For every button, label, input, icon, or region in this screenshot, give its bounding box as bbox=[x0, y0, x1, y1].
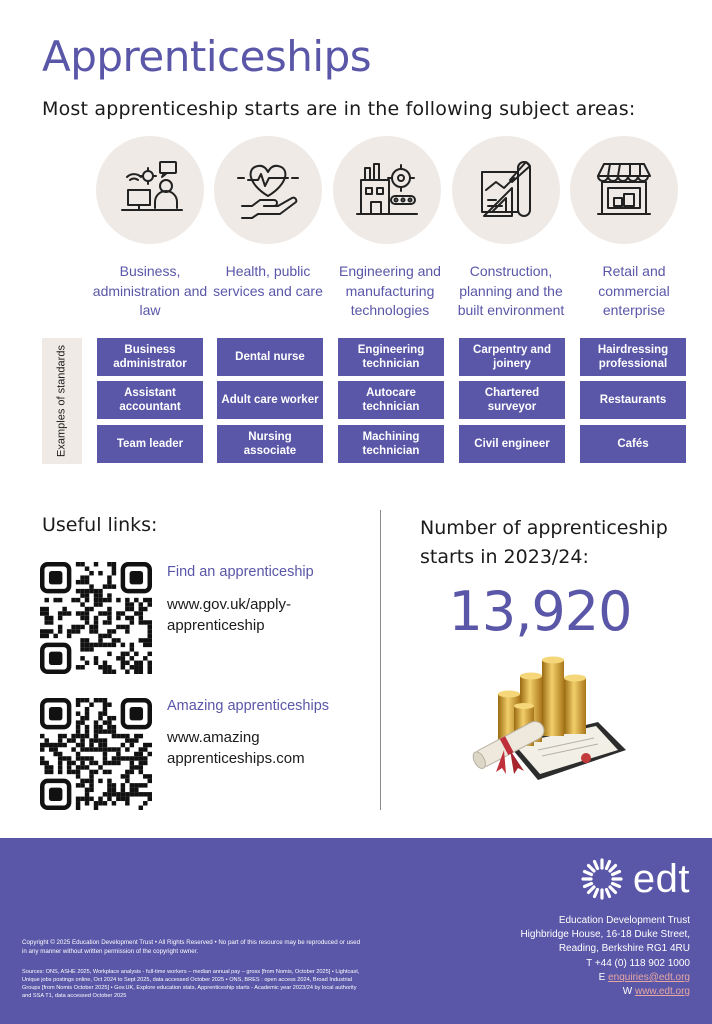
web-prefix: W bbox=[622, 986, 635, 998]
qr-code-amazing-apprenticeships[interactable] bbox=[40, 698, 152, 810]
link-url-line[interactable]: apprenticeship bbox=[167, 617, 265, 634]
edt-logo bbox=[579, 856, 690, 902]
link-url-line[interactable]: www.amazing bbox=[167, 729, 260, 746]
address-line2: Reading, Berkshire RG1 4RU bbox=[558, 943, 690, 955]
standard-box: Restaurants bbox=[580, 381, 686, 419]
standards-side-label-text: Examples of standards bbox=[55, 345, 68, 457]
standard-box: Carpentry and joinery bbox=[459, 338, 565, 376]
standard-box: Chartered surveyor bbox=[459, 381, 565, 419]
web-link[interactable]: www.edt.org bbox=[634, 986, 690, 998]
copyright-text: Copyright © 2025 Education Development Trust • All Rights Reserved • No part of this resource may be reproduced or used in any manner without written permission of the copyright owner. bbox=[22, 939, 361, 955]
link-title-find-apprenticeship: Find an apprenticeship bbox=[167, 564, 314, 580]
standard-box: Assistant accountant bbox=[97, 381, 203, 419]
sunburst-logo-icon bbox=[579, 856, 625, 902]
address-line1: Highbridge House, 16-18 Duke Street, bbox=[520, 929, 690, 941]
footer bbox=[0, 838, 712, 1024]
link-url-line[interactable]: www.gov.uk/apply- bbox=[167, 596, 291, 613]
standard-box: Engineering technician bbox=[338, 338, 444, 376]
qr-code-find-apprenticeship[interactable] bbox=[40, 562, 152, 674]
standard-box: Cafés bbox=[580, 425, 686, 463]
standard-box: Team leader bbox=[97, 425, 203, 463]
starts-number: 13,920 bbox=[448, 580, 632, 643]
category-label-construction: Construction, planning and the built environment bbox=[457, 263, 565, 318]
category-label-engineering: Engineering and manufacturing technologies bbox=[339, 263, 441, 318]
logo-text: edt bbox=[632, 856, 690, 901]
link-url-find-apprenticeship[interactable] bbox=[167, 594, 291, 636]
address-phone: T +44 (0) 118 902 1000 bbox=[586, 957, 690, 969]
email-prefix: E bbox=[598, 971, 609, 983]
useful-links-heading: Useful links: bbox=[42, 514, 158, 536]
standard-box: Hairdressing professional bbox=[580, 338, 686, 376]
blueprint-tools-icon bbox=[452, 136, 560, 244]
link-url-line[interactable]: apprenticeships.com bbox=[167, 750, 305, 767]
standards-side-label bbox=[42, 338, 82, 464]
standard-box: Machining technician bbox=[338, 425, 444, 463]
factory-gear-icon bbox=[333, 136, 441, 244]
heart-hand-icon bbox=[214, 136, 322, 244]
sources-text: Sources: ONS, ASHE 2025, Workplace analysis - full-time workers – median annual pay – gross [from Nomis, October 2025] • Lightcast, Unique jobs postings online, Oct 2024 to Sept 2025, data accessed October 2025 • ONS, BRES : open access 2024, Broad Industrial Groups [from Nomis October 2025] • Gov.UK, Explore education stats, Apprenticeship starts - Academic year 2023/24 by local authority and SSA T1, data accessed October 2025 bbox=[22, 969, 360, 999]
starts-heading: Number of apprenticeship starts in 2023/24: bbox=[420, 517, 668, 568]
page-title: Apprenticeships bbox=[42, 32, 372, 81]
email-link[interactable]: enquiries@edt.org bbox=[608, 971, 690, 983]
standard-box: Civil engineer bbox=[459, 425, 565, 463]
standard-box: Nursing associate bbox=[217, 425, 323, 463]
address-email-row bbox=[520, 971, 690, 985]
link-url-amazing-apprenticeships[interactable] bbox=[167, 727, 305, 769]
address-web-row bbox=[520, 985, 690, 999]
link-title-amazing-apprenticeships: Amazing apprenticeships bbox=[167, 698, 330, 714]
standard-box: Business administrator bbox=[97, 338, 203, 376]
section-divider bbox=[380, 510, 381, 810]
category-label-health: Health, public services and care bbox=[213, 263, 323, 299]
shop-front-icon bbox=[570, 136, 678, 244]
category-label-business: Business, administration and law bbox=[92, 263, 208, 318]
category-label-retail: Retail and commercial enterprise bbox=[598, 263, 670, 318]
standard-box: Autocare technician bbox=[338, 381, 444, 419]
page-subtitle: Most apprenticeship starts are in the following subject areas: bbox=[42, 98, 636, 120]
address-org: Education Development Trust bbox=[558, 915, 690, 926]
standard-box: Adult care worker bbox=[217, 381, 323, 419]
standard-box: Dental nurse bbox=[217, 338, 323, 376]
business-desk-icon bbox=[96, 136, 204, 244]
coins-diploma-icon bbox=[468, 654, 630, 790]
footer-address bbox=[520, 914, 690, 999]
